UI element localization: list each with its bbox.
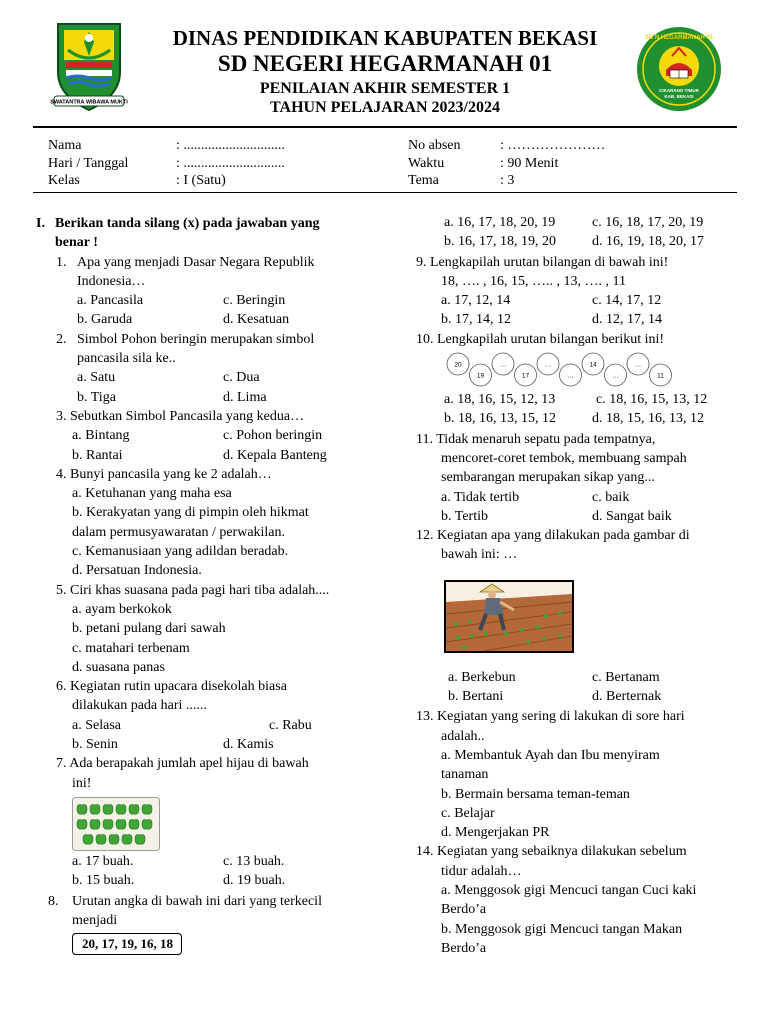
section-title-line1: Berikan tanda silang (x) pada jawaban yang <box>55 216 320 231</box>
q5-option-b[interactable]: b. petani pulang dari sawah <box>72 621 226 637</box>
question-1 <box>36 253 376 272</box>
q2-option-d[interactable]: d. Lima <box>223 389 267 405</box>
q13-option-a-cont-row <box>416 765 736 784</box>
apple-icon <box>77 804 87 814</box>
q10-illustration-row <box>416 349 736 391</box>
q7-text: 7. Ada berapakah jumlah apel hijau di bawah <box>56 756 309 772</box>
q13-option-b[interactable]: b. Bermain bersama teman-teman <box>441 786 630 802</box>
q3-option-b[interactable]: b. Rantai <box>72 447 123 463</box>
q14-option-a[interactable]: a. Menggosok gigi Mencuci tangan Cuci kaki <box>441 883 697 899</box>
q5-option-a-row <box>36 600 376 619</box>
q8-option-c[interactable]: c. 16, 18, 17, 20, 19 <box>592 215 704 230</box>
q7-option-a[interactable]: a. 17 buah. <box>72 853 134 869</box>
green-apples-image <box>72 797 160 851</box>
header-school: SD NEGERI HEGARMANAH 01 <box>217 51 553 76</box>
q1-text-cont: Indonesia… <box>77 273 146 289</box>
question-9 <box>416 253 736 272</box>
q6-text: 6. Kegiatan rutin upacara disekolah biasa <box>56 679 287 695</box>
q10-text: 10. Lengkapilah urutan bilangan berikut ini! <box>416 331 665 347</box>
question-12 <box>416 526 736 545</box>
q11-option-c[interactable]: c. baik <box>592 489 630 505</box>
q1-option-b[interactable]: b. Garuda <box>77 312 133 328</box>
q12-option-b[interactable]: b. Bertani <box>448 689 504 705</box>
q13-option-b-row <box>416 785 736 804</box>
q13-text: 13. Kegiatan yang sering di lakukan di sore hari <box>416 709 685 725</box>
section-title-line2-row <box>36 233 376 252</box>
apple-icon <box>129 804 139 814</box>
q1-text: Apa yang menjadi Dasar Negara Republik <box>77 254 315 270</box>
q3-option-d[interactable]: d. Kepala Banteng <box>223 447 327 463</box>
q3-option-a[interactable]: a. Bintang <box>72 428 130 444</box>
q2-text-cont: pancasila sila ke.. <box>77 351 176 367</box>
logo-subtitle-1: CIKARANG TIMUR <box>659 88 699 93</box>
q11-option-a[interactable]: a. Tidak tertib <box>441 489 520 505</box>
q13-option-d[interactable]: d. Mengerjakan PR <box>441 825 550 841</box>
q9-sequence: 18, …. , 16, 15, ….. , 13, …. , 11 <box>441 273 626 289</box>
apple-icon <box>90 804 100 814</box>
number-circle-label: 17 <box>521 372 530 380</box>
q1-options-row1 <box>36 291 376 310</box>
q10-option-a[interactable]: a. 18, 16, 15, 12, 13 <box>444 392 556 408</box>
q6-option-b[interactable]: b. Senin <box>72 737 118 753</box>
q9-options-row2 <box>416 310 736 329</box>
q11-option-d[interactable]: d. Sangat baik <box>592 508 672 524</box>
q2-option-c[interactable]: c. Dua <box>223 370 260 386</box>
info-divider <box>33 192 737 193</box>
q4-text: 4. Bunyi pancasila yang ke 2 adalah… <box>56 466 272 482</box>
q9-option-d[interactable]: d. 12, 17, 14 <box>592 312 662 328</box>
apple-icon <box>83 834 93 844</box>
apple-icon <box>90 819 100 829</box>
q6-option-d[interactable]: d. Kamis <box>223 737 274 753</box>
apple-icon <box>116 819 126 829</box>
number-circle-label: 19 <box>476 372 485 380</box>
q6-text-cont-row <box>36 696 376 715</box>
number-circle-label: 11 <box>657 372 664 380</box>
waktu-value: : 90 Menit <box>500 155 559 171</box>
q14-text-cont-row <box>416 862 736 881</box>
hari-field[interactable]: : ............................. <box>176 155 285 171</box>
q12-text-cont: bawah ini: … <box>441 547 518 563</box>
question-4 <box>36 465 376 484</box>
kelas-value: : I (Satu) <box>176 173 226 188</box>
q7-illustration-row <box>36 793 376 853</box>
apple-icon <box>103 804 113 814</box>
section-title-line2: benar ! <box>55 235 98 251</box>
q14-option-a-cont: Berdo’a <box>441 902 487 918</box>
q7-text-cont: ini! <box>72 775 92 791</box>
q9-option-b[interactable]: b. 17, 14, 12 <box>441 312 511 328</box>
q11-options-row2 <box>416 507 736 526</box>
q14-option-a-cont-row <box>416 900 736 919</box>
number-circle-label: … <box>634 361 642 369</box>
q13-text-cont: adalah.. <box>441 728 485 744</box>
question-13 <box>416 707 736 726</box>
q10-options-row2 <box>416 410 736 429</box>
q14-option-a-row <box>416 881 736 900</box>
q4-option-b-cont: dalam permusyawaratan / perwakilan. <box>72 524 286 540</box>
q8-option-b[interactable]: b. 16, 17, 18, 19, 20 <box>444 234 556 250</box>
section-number: I. <box>36 216 45 231</box>
student-info-left-values <box>176 137 285 190</box>
q8-text-cont-row <box>36 911 376 930</box>
q2-text-cont-row <box>36 349 376 368</box>
number-circle-label: … <box>612 372 619 380</box>
q10-option-c[interactable]: c. 18, 16, 15, 13, 12 <box>596 392 708 408</box>
q11-options-row1 <box>416 488 736 507</box>
q2-options-row1 <box>36 368 376 387</box>
student-info-right <box>408 137 461 190</box>
header-agency: DINAS PENDIDIKAN KABUPATEN BEKASI <box>172 26 598 50</box>
q1-number: 1. <box>56 254 67 270</box>
q5-option-c[interactable]: c. matahari terbenam <box>72 640 190 656</box>
q7-options-row2 <box>36 872 376 891</box>
q7-options-row1 <box>36 853 376 872</box>
q7-option-c[interactable]: c. 13 buah. <box>223 853 285 869</box>
q4-option-b-row <box>36 503 376 522</box>
farmer-planting-image <box>444 580 574 653</box>
q1-options-row2 <box>36 310 376 329</box>
apple-icon <box>142 819 152 829</box>
q2-options-row2 <box>36 388 376 407</box>
q7-option-b[interactable]: b. 15 buah. <box>72 873 135 889</box>
q4-option-a-row <box>36 484 376 503</box>
q13-option-c[interactable]: c. Belajar <box>441 805 495 821</box>
q5-option-b-row <box>36 619 376 638</box>
logo-school-name: SD N HEGARMANAH 01 <box>644 35 714 41</box>
q7-text-cont-row <box>36 774 376 793</box>
logo-motto: SWATANTRA WIBAWA MUKTI <box>50 99 128 106</box>
tema-label: Tema <box>408 173 439 188</box>
left-column <box>36 214 376 958</box>
student-info-right-values <box>500 137 605 190</box>
school-logo <box>636 26 722 112</box>
header-divider <box>33 126 737 128</box>
q8-options-row1 <box>416 214 736 233</box>
q12-text: 12. Kegiatan apa yang dilakukan pada gambar di <box>416 528 690 544</box>
q3-options-row1 <box>36 426 376 445</box>
student-info-left <box>48 137 128 190</box>
header-exam: PENILAIAN AKHIR SEMESTER 1 <box>259 80 511 97</box>
question-14 <box>416 842 736 861</box>
right-column <box>416 214 736 958</box>
q8-text: Urutan angka di bawah ini dari yang terkecil <box>72 893 322 909</box>
number-circle-label: 14 <box>589 361 597 369</box>
q12-text-cont-row <box>416 545 736 564</box>
q2-option-b[interactable]: b. Tiga <box>77 389 116 405</box>
question-3 <box>36 407 376 426</box>
apple-icon <box>96 834 106 844</box>
q10-options-row1 <box>416 391 736 410</box>
q8-number-box: 20, 17, 19, 16, 18 <box>72 933 182 955</box>
q13-option-d-row <box>416 823 736 842</box>
q11-text: 11. Tidak menaruh sepatu pada tempatnya, <box>416 431 656 447</box>
q2-text: Simbol Pohon beringin merupakan simbol <box>77 331 315 347</box>
q14-text-cont: tidur adalah… <box>441 863 522 879</box>
q1-option-c[interactable]: c. Beringin <box>223 293 286 309</box>
number-circle-label: 20 <box>454 361 462 369</box>
q1-option-a[interactable]: a. Pancasila <box>77 293 144 309</box>
q9-sequence-row <box>416 272 736 291</box>
number-circle-label: … <box>499 361 507 369</box>
q1-text-cont-row <box>36 272 376 291</box>
question-8 <box>36 892 376 911</box>
q4-option-d-row <box>36 561 376 580</box>
logo-subtitle-2: KAB. BEKASI <box>664 94 694 99</box>
q13-option-a-row <box>416 746 736 765</box>
apple-icon <box>129 819 139 829</box>
q2-option-a[interactable]: a. Satu <box>77 370 116 386</box>
q12-illustration-row <box>416 565 736 669</box>
q11-option-b[interactable]: b. Tertib <box>441 508 488 524</box>
apple-icon <box>135 834 145 844</box>
q10-option-b[interactable]: b. 18, 16, 13, 15, 12 <box>444 411 556 427</box>
q13-text-cont-row <box>416 727 736 746</box>
q5-option-d-row <box>36 658 376 677</box>
absen-field[interactable]: : ………………… <box>500 138 606 153</box>
apple-icon <box>109 834 119 844</box>
q5-text: 5. Ciri khas suasana pada pagi hari tiba adalah.... <box>56 582 330 598</box>
q14-option-b[interactable]: b. Menggosok gigi Mencuci tangan Makan <box>441 921 683 937</box>
question-10 <box>416 330 736 349</box>
q8-option-d[interactable]: d. 16, 19, 18, 20, 17 <box>592 234 704 250</box>
q8-text-cont: menjadi <box>72 912 118 928</box>
q4-option-c-row <box>36 542 376 561</box>
number-circles-image <box>446 351 676 389</box>
q6-text-cont: dilakukan pada hari ...... <box>72 698 207 714</box>
kelas-label: Kelas <box>48 173 80 188</box>
bekasi-regency-logo <box>50 20 128 112</box>
q5-option-d[interactable]: d. suasana panas <box>72 659 165 675</box>
q12-options-row1 <box>416 669 736 688</box>
q11-text-cont1: mencoret-coret tembok, membuang sampah <box>441 450 687 466</box>
question-5 <box>36 581 376 600</box>
q6-option-a[interactable]: a. Selasa <box>72 717 121 733</box>
q4-option-b[interactable]: b. Kerakyatan yang di pimpin oleh hikmat <box>72 505 309 521</box>
tema-value: : 3 <box>500 173 515 188</box>
q12-option-d[interactable]: d. Berternak <box>592 689 662 705</box>
q14-option-b-row <box>416 920 736 939</box>
question-7 <box>36 754 376 773</box>
nama-field[interactable]: : ............................. <box>176 138 285 153</box>
apple-icon <box>116 804 126 814</box>
absen-label: No absen <box>408 138 461 153</box>
apple-icon <box>103 819 113 829</box>
q8-options-row2 <box>416 233 736 252</box>
q2-number: 2. <box>56 331 67 347</box>
nama-label: Nama <box>48 138 82 153</box>
number-circle-label: … <box>567 372 574 380</box>
q1-option-d[interactable]: d. Kesatuan <box>223 312 290 328</box>
apple-icon <box>142 804 152 814</box>
q12-option-c[interactable]: c. Bertanam <box>592 669 660 685</box>
q5-option-a[interactable]: a. ayam berkokok <box>72 601 172 617</box>
apple-icon <box>122 834 132 844</box>
question-6 <box>36 677 376 696</box>
q3-options-row2 <box>36 446 376 465</box>
q6-option-c[interactable]: c. Rabu <box>269 717 312 733</box>
q14-option-b-cont: Berdo’a <box>441 940 487 956</box>
apple-icon <box>77 819 87 829</box>
number-circle-label: … <box>544 361 552 369</box>
q12-options-row2 <box>416 688 736 707</box>
q11-text-cont1-row <box>416 449 736 468</box>
q3-option-c[interactable]: c. Pohon beringin <box>223 428 323 444</box>
q4-option-c[interactable]: c. Kemanusiaan yang adildan beradab. <box>72 544 289 560</box>
question-2 <box>36 330 376 349</box>
question-11 <box>416 430 736 449</box>
section-instruction <box>36 214 376 233</box>
q9-option-a[interactable]: a. 17, 12, 14 <box>441 293 511 309</box>
q8-option-a[interactable]: a. 16, 17, 18, 20, 19 <box>444 215 556 230</box>
q4-option-d[interactable]: d. Persatuan Indonesia. <box>72 563 202 579</box>
q6-options-row1 <box>36 716 376 735</box>
q11-text-cont2: sembarangan merupakan sikap yang... <box>441 470 655 486</box>
q4-option-b-cont-row <box>36 523 376 542</box>
q13-option-a[interactable]: a. Membantuk Ayah dan Ibu menyiram <box>441 747 660 763</box>
q10-option-d[interactable]: d. 18, 15, 16, 13, 12 <box>592 411 704 427</box>
q9-option-c[interactable]: c. 14, 17, 12 <box>592 293 662 309</box>
q4-option-a[interactable]: a. Ketuhanan yang maha esa <box>72 486 232 502</box>
q3-text: 3. Sebutkan Simbol Pancasila yang kedua… <box>56 408 305 424</box>
q9-options-row1 <box>416 291 736 310</box>
q9-text: 9. Lengkapilah urutan bilangan di bawah ini! <box>416 254 669 270</box>
header-year: TAHUN PELAJARAN 2023/2024 <box>270 99 500 116</box>
q5-option-c-row <box>36 639 376 658</box>
q8-box-row <box>36 930 376 958</box>
q12-option-a[interactable]: a. Berkebun <box>448 669 516 685</box>
q14-text: 14. Kegiatan yang sebaiknya dilakukan sebelum <box>416 844 687 860</box>
q13-option-c-row <box>416 804 736 823</box>
q13-option-a-cont: tanaman <box>441 767 489 783</box>
q7-option-d[interactable]: d. 19 buah. <box>223 873 286 889</box>
q11-text-cont2-row <box>416 468 736 487</box>
waktu-label: Waktu <box>408 155 445 171</box>
hari-label: Hari / Tanggal <box>48 155 129 171</box>
q6-options-row2 <box>36 735 376 754</box>
q8-number: 8. <box>48 893 59 909</box>
q14-option-b-cont-row <box>416 939 736 958</box>
